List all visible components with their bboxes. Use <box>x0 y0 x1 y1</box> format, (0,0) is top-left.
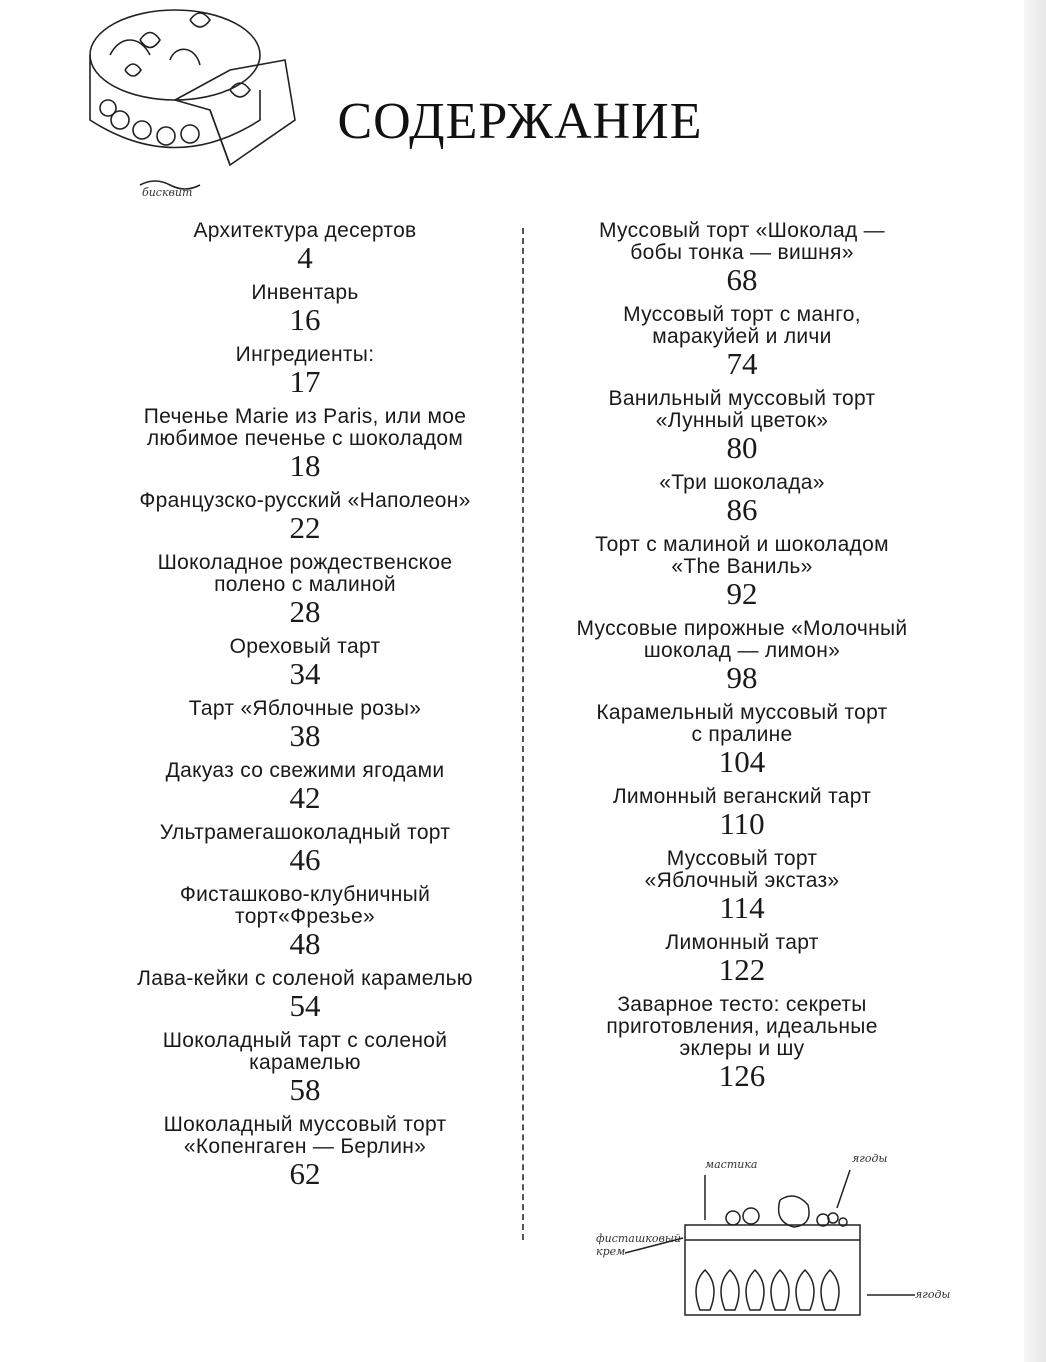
toc-entry-page: 48 <box>289 926 321 961</box>
toc-entry-title: Французско-русский «Наполеон» <box>139 489 471 512</box>
toc-entry-page: 16 <box>289 302 321 337</box>
toc-entry-title: Карамельный муссовый торт с пралине <box>596 701 888 746</box>
toc-entry-page: 54 <box>289 988 321 1023</box>
toc-entry-title: Ореховый тарт <box>229 635 381 658</box>
toc-entry-page: 42 <box>289 780 321 815</box>
toc-entry-page: 74 <box>726 346 758 381</box>
toc-entry-title: «Три шоколада» <box>659 471 825 494</box>
toc-entry[interactable] <box>512 994 972 1092</box>
toc-entry-page: 62 <box>289 1156 321 1191</box>
toc-entry-title: Лимонный тарт <box>665 931 819 954</box>
toc-entry-title: Ингредиенты: <box>235 343 375 366</box>
sketch-label-top: мастика <box>705 1158 758 1171</box>
toc-entry-title: Ультрамегашоколадный торт <box>159 821 451 844</box>
toc-entry[interactable] <box>75 1114 535 1190</box>
toc-entry[interactable] <box>75 822 535 876</box>
toc-right-column <box>512 220 972 1100</box>
toc-entry[interactable] <box>512 472 972 526</box>
toc-entry-page: 114 <box>719 890 765 925</box>
toc-entry[interactable] <box>512 534 972 610</box>
toc-entry-page: 122 <box>718 952 766 987</box>
toc-entry-page: 38 <box>289 718 321 753</box>
toc-entry-title: Лава-кейки с соленой карамелью <box>137 967 473 990</box>
toc-entry-page: 110 <box>719 806 765 841</box>
toc-entry[interactable] <box>75 636 535 690</box>
toc-entry-title: Тарт «Яблочные розы» <box>188 697 422 720</box>
sketch-label-cream: фисташковый крем <box>596 1232 681 1258</box>
toc-entry-title: Инвентарь <box>251 281 359 304</box>
toc-entry[interactable] <box>512 304 972 380</box>
toc-entry-title: Муссовый торт «Шоколад — бобы тонка — вишня» <box>599 219 885 264</box>
toc-entry-page: 104 <box>718 744 766 779</box>
toc-entry[interactable] <box>512 786 972 840</box>
toc-entry[interactable] <box>75 698 535 752</box>
toc-entry[interactable] <box>512 702 972 778</box>
toc-entry-page: 98 <box>726 660 758 695</box>
toc-entry-title: Архитектура десертов <box>193 219 417 242</box>
toc-entry-title: Лимонный веганский тарт <box>612 785 872 808</box>
toc-entry-page: 4 <box>297 240 313 275</box>
page-edge <box>1024 0 1046 1362</box>
toc-entry-page: 22 <box>289 510 321 545</box>
toc-entry-page: 18 <box>289 448 321 483</box>
toc-entry-title: Дакуаз со свежими ягодами <box>165 759 445 782</box>
toc-entry[interactable] <box>75 968 535 1022</box>
toc-entry[interactable] <box>75 490 535 544</box>
toc-entry-title: Муссовый торт с манго, маракуйей и личи <box>623 303 861 348</box>
toc-entry-page: 86 <box>726 492 758 527</box>
toc-entry-page: 34 <box>289 656 321 691</box>
toc-entry[interactable] <box>75 406 535 482</box>
toc-entry-title: Шоколадное рождественское полено с малиной <box>157 551 453 596</box>
toc-entry-page: 46 <box>289 842 321 877</box>
toc-left-column <box>75 220 535 1198</box>
toc-entry-title: Заварное тесто: секреты приготовления, идеальные эклеры и шу <box>606 993 878 1060</box>
toc-entry[interactable] <box>75 760 535 814</box>
toc-entry[interactable] <box>512 932 972 986</box>
toc-entry-title: Шоколадный тарт с соленой карамелью <box>162 1029 448 1074</box>
sketch-label-berries: ягоды <box>852 1152 888 1165</box>
toc-entry-page: 17 <box>289 364 321 399</box>
page-title: СОДЕРЖАНИЕ <box>337 93 703 150</box>
toc-entry-page: 126 <box>718 1058 766 1093</box>
toc-entry[interactable] <box>75 552 535 628</box>
sketch-label-side: ягоды <box>915 1288 951 1301</box>
toc-entry[interactable] <box>75 344 535 398</box>
toc-entry[interactable] <box>75 884 535 960</box>
toc-entry[interactable] <box>512 848 972 924</box>
cake-sketch <box>80 0 310 210</box>
toc-entry-title: Торт с малиной и шоколадом «The Ваниль» <box>595 533 889 578</box>
toc-entry-title: Муссовый торт «Яблочный экстаз» <box>644 847 840 892</box>
toc-entry[interactable] <box>512 220 972 296</box>
toc-entry-page: 92 <box>726 576 758 611</box>
toc-entry-title: Шоколадный муссовый торт «Копенгаген — Берлин» <box>163 1113 447 1158</box>
toc-entry[interactable] <box>512 618 972 694</box>
toc-entry[interactable] <box>512 388 972 464</box>
toc-entry[interactable] <box>75 282 535 336</box>
toc-entry-page: 28 <box>289 594 321 629</box>
toc-entry-title: Ванильный муссовый торт «Лунный цветок» <box>608 387 876 432</box>
toc-entry-page: 68 <box>726 262 758 297</box>
toc-entry-title: Муссовые пирожные «Молочный шоколад — лимон» <box>576 617 908 662</box>
cake-signature: бисквит <box>142 186 193 199</box>
toc-entry-page: 80 <box>726 430 758 465</box>
toc-entry-title: Печенье Marie из Paris, или мое любимое печенье с шоколадом <box>143 405 467 450</box>
toc-entry-title: Фисташково-клубничный торт«Фрезье» <box>179 883 431 928</box>
toc-entry-page: 58 <box>289 1072 321 1107</box>
toc-entry[interactable] <box>75 220 535 274</box>
toc-entry[interactable] <box>75 1030 535 1106</box>
